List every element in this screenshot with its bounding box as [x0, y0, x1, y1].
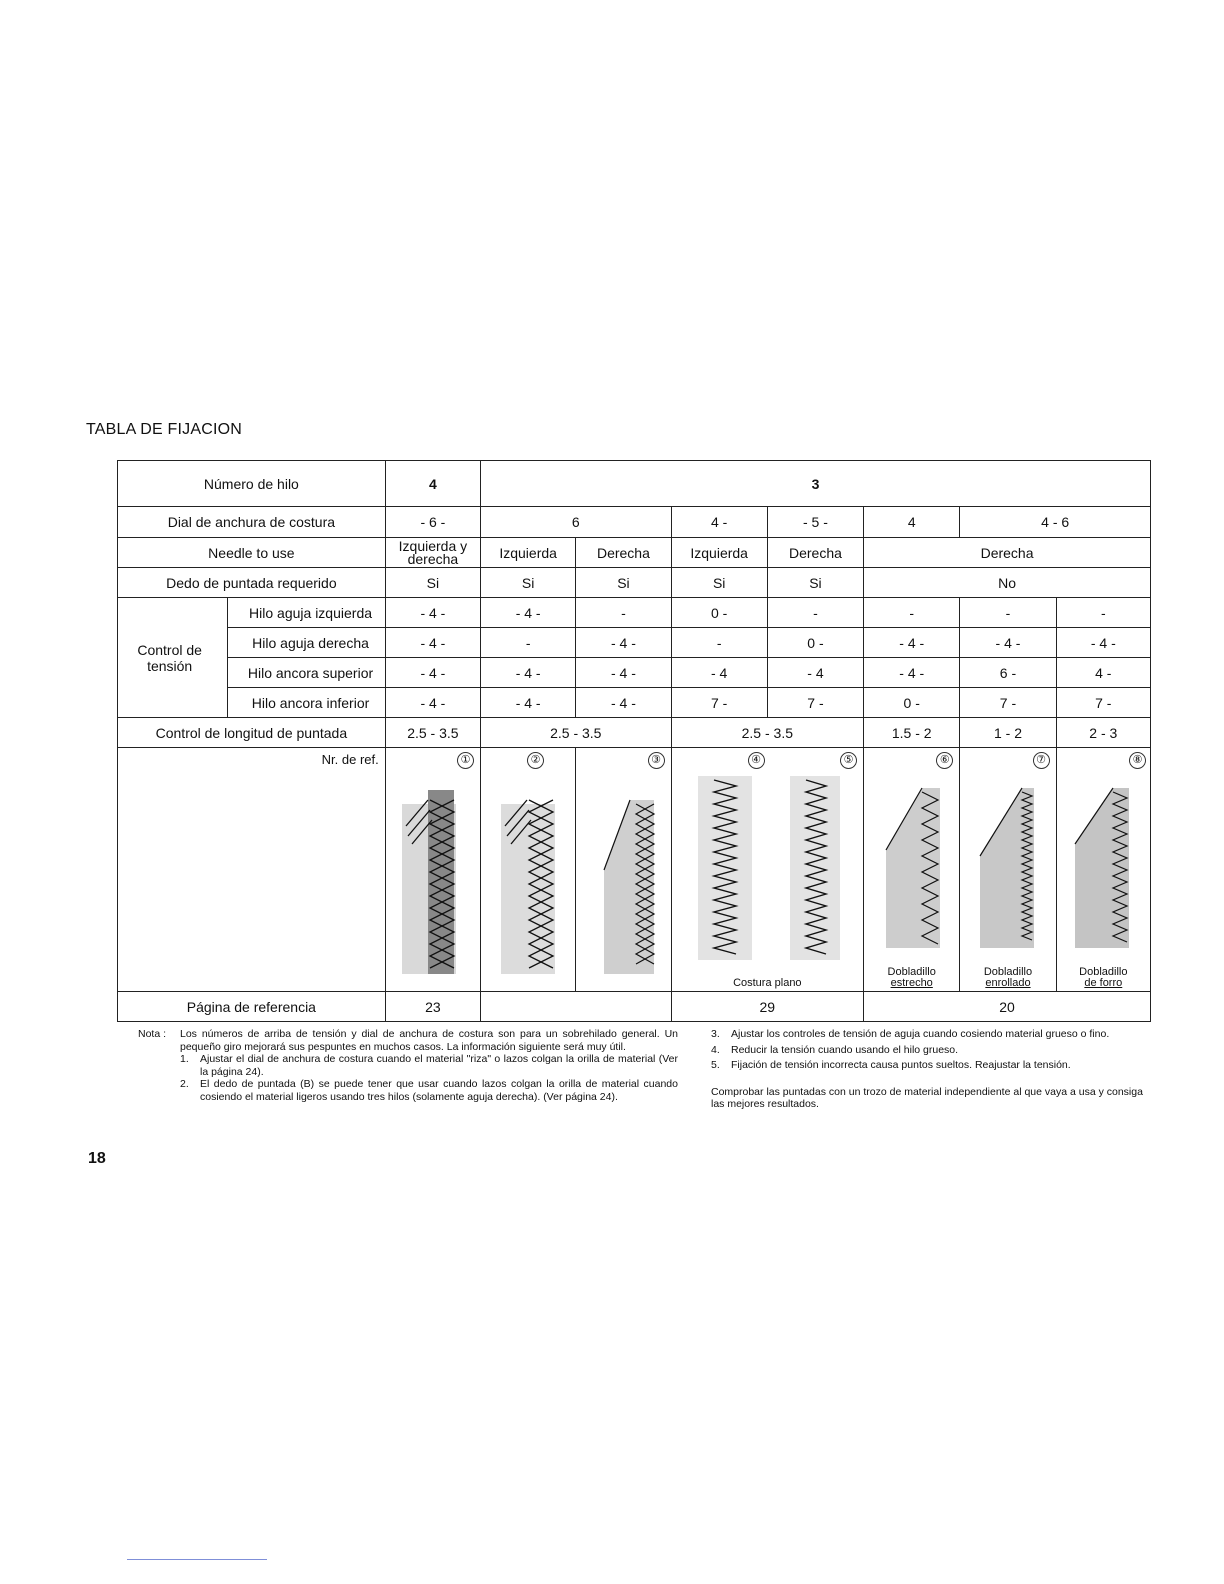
cell: - 4 -: [481, 688, 576, 718]
row-label: Hilo ancora inferior: [228, 688, 385, 718]
cell: 7 -: [767, 688, 863, 718]
page-title: TABLA DE FIJACION: [86, 421, 243, 438]
note-label: Nota :: [138, 1028, 167, 1040]
ref-number: ⑥: [936, 752, 953, 769]
note-item: [711, 1028, 1151, 1041]
caption-line: Dobladillo: [983, 966, 1033, 978]
caption-line: enrollado: [985, 977, 1031, 989]
cell: Si: [385, 568, 480, 598]
settings-table: [117, 460, 1151, 1022]
row-stitch-length: [118, 718, 1151, 748]
ref-number: ⑦: [1033, 752, 1050, 769]
ref-cell-4-5: [671, 748, 864, 992]
note-closing: Comprobar las puntadas con un trozo de material independiente al que vaya a usa y consiga las mejores resultados.: [711, 1085, 1143, 1110]
ref-number: ①: [457, 752, 474, 769]
row-thread-count: [118, 461, 1151, 507]
cell: 6 -: [960, 658, 1056, 688]
caption-lining-hem: [1057, 967, 1150, 989]
cell: 4 -: [1056, 658, 1150, 688]
note-number: 2.: [180, 1078, 189, 1090]
cell: - 4 -: [385, 598, 480, 628]
ref-cell-3: [576, 748, 671, 992]
cell: 4: [864, 507, 960, 538]
cell: -: [576, 598, 671, 628]
ref-cell-1: [385, 748, 480, 992]
cell: Izquierda y derecha: [385, 538, 480, 568]
cell: - 4 -: [481, 658, 576, 688]
cell: 20: [864, 992, 1151, 1022]
cell: 1.5 - 2: [864, 718, 960, 748]
cell: - 4 -: [1056, 628, 1150, 658]
cell: - 4 -: [481, 598, 576, 628]
note-item: [138, 1078, 678, 1103]
row-label: Needle to use: [118, 538, 386, 568]
row-tension-lower-looper: [118, 688, 1151, 718]
footer-rule: [127, 1559, 267, 1560]
cell: 4 - 6: [960, 507, 1151, 538]
note-number: 1.: [180, 1053, 189, 1065]
row-label: Hilo ancora superior: [228, 658, 385, 688]
overlock-3-thread-left-illustration: [499, 780, 559, 976]
row-label: Control de longitud de puntada: [118, 718, 386, 748]
cell: - 4 -: [960, 628, 1056, 658]
row-label: Número de hilo: [118, 461, 386, 507]
overlock-3-thread-right-illustration: [600, 780, 658, 976]
ref-number: ④: [748, 752, 765, 769]
cell: 7 -: [960, 688, 1056, 718]
ref-cell-7: [960, 748, 1056, 992]
cell: - 4 -: [576, 688, 671, 718]
caption-line: de forro: [1084, 977, 1123, 989]
cell: -: [1056, 598, 1150, 628]
row-tension-right-needle: [118, 628, 1151, 658]
row-tension-upper-looper: [118, 658, 1151, 688]
cell: 0 -: [864, 688, 960, 718]
cell: Si: [767, 568, 863, 598]
cell: Derecha: [576, 538, 671, 568]
ref-number: ⑧: [1129, 752, 1146, 769]
cell: 4 -: [671, 507, 767, 538]
cell: 2.5 - 3.5: [385, 718, 480, 748]
row-tension-left-needle: [118, 598, 1151, 628]
cell: - 5 -: [767, 507, 863, 538]
cell: - 4: [671, 658, 767, 688]
cell: 0 -: [671, 598, 767, 628]
cell: Derecha: [767, 538, 863, 568]
cell: - 4 -: [385, 688, 480, 718]
cell: - 4 -: [576, 628, 671, 658]
cell: 0 -: [767, 628, 863, 658]
note-number: 4.: [711, 1043, 720, 1056]
row-label: Página de referencia: [118, 992, 386, 1022]
note-item: [711, 1044, 1151, 1057]
note-item: [711, 1059, 1151, 1072]
row-label: Dedo de puntada requerido: [118, 568, 386, 598]
notes-left: [138, 1028, 678, 1103]
row-reference-page: [118, 992, 1151, 1022]
row-label: Dial de anchura de costura: [118, 507, 386, 538]
cell: 6: [481, 507, 672, 538]
overlock-4-thread-illustration: [400, 780, 460, 976]
note-text: Reducir la tensión cuando usando el hilo grueso.: [731, 1043, 959, 1056]
cell: Si: [481, 568, 576, 598]
row-label: Hilo aguja derecha: [228, 628, 385, 658]
ref-label: Nr. de ref.: [321, 752, 379, 767]
cell: Si: [576, 568, 671, 598]
cell: - 4 -: [864, 628, 960, 658]
cell: Derecha: [864, 538, 1151, 568]
cell: - 4 -: [864, 658, 960, 688]
caption-line: Dobladillo: [887, 966, 936, 978]
note-number: 5.: [711, 1059, 720, 1071]
cell: - 6 -: [385, 507, 480, 538]
cell: 29: [671, 992, 864, 1022]
ref-cell-2: [481, 748, 576, 992]
ref-number: ⑤: [840, 752, 857, 769]
ref-number: ③: [648, 752, 665, 769]
cell: 2 - 3: [1056, 718, 1150, 748]
cell: Si: [671, 568, 767, 598]
caption-flat-seam: Costura plano: [733, 977, 802, 989]
ref-cell-8: [1056, 748, 1150, 992]
note-text: Fijación de tensión incorrecta causa puntos sueltos. Reajustar la tensión.: [731, 1059, 1071, 1071]
note-text: Ajustar los controles de tensión de aguja cuando cosiendo material grueso o fino.: [731, 1028, 1110, 1040]
cell: - 4 -: [576, 658, 671, 688]
flat-seam-illustration: [694, 776, 844, 960]
cell: Izquierda: [671, 538, 767, 568]
cell-3-thread: 3: [481, 461, 1151, 507]
ref-cell-6: [864, 748, 960, 992]
cell: - 4: [767, 658, 863, 688]
cell: 7 -: [1056, 688, 1150, 718]
cell: -: [767, 598, 863, 628]
caption-narrow-hem: [864, 967, 959, 989]
row-stitch-width: [118, 507, 1151, 538]
note-intro: [138, 1028, 678, 1053]
note-number: 3.: [711, 1028, 720, 1040]
ref-label-cell: [118, 748, 386, 992]
cell: 1 - 2: [960, 718, 1056, 748]
notes-right: [711, 1028, 1151, 1111]
note-item: [138, 1053, 678, 1078]
ref-number: ②: [527, 752, 544, 769]
tension-group-label: Control de tensión: [118, 598, 228, 718]
cell: 2.5 - 3.5: [671, 718, 864, 748]
cell: - 4 -: [385, 628, 480, 658]
cell: -: [481, 628, 576, 658]
cell: Izquierda: [481, 538, 576, 568]
cell-4-thread: 4: [385, 461, 480, 507]
note-text: El dedo de puntada (B) se puede tener que usar cuando lazos colgan la orilla de material cuando cosiendo el material ligeros usando tres hilos (solamente aguja derecha). (Ver página 24).: [200, 1078, 678, 1103]
row-reference-images: [118, 748, 1151, 992]
cell: [481, 992, 672, 1022]
note-text: Ajustar el dial de anchura de costura cuando el material "riza" o lazos colgan la orilla de material (Ver la página 24).: [200, 1053, 678, 1078]
row-stitch-finger: [118, 568, 1151, 598]
cell: -: [864, 598, 960, 628]
cell: -: [960, 598, 1056, 628]
row-needle: [118, 538, 1151, 568]
note-text: Los números de arriba de tensión y dial de anchura de costura son para un sobrehilado general. Un pequeño giro mejorará sus pespuntes en muchos casos. La información siguiente será muy útil.: [180, 1028, 678, 1053]
rolled-hem-illustration: [976, 780, 1038, 950]
caption-rolled-hem: [960, 967, 1055, 989]
row-label: Hilo aguja izquierda: [228, 598, 385, 628]
cell: -: [671, 628, 767, 658]
cell: No: [864, 568, 1151, 598]
cell: 7 -: [671, 688, 767, 718]
caption-line: estrecho: [890, 977, 933, 989]
lining-hem-illustration: [1071, 780, 1133, 950]
page-number: 18: [88, 1150, 106, 1167]
narrow-hem-illustration: [882, 780, 944, 950]
cell: - 4 -: [385, 658, 480, 688]
cell: 2.5 - 3.5: [481, 718, 672, 748]
cell: 23: [385, 992, 480, 1022]
caption-line: Dobladillo: [1079, 966, 1128, 978]
